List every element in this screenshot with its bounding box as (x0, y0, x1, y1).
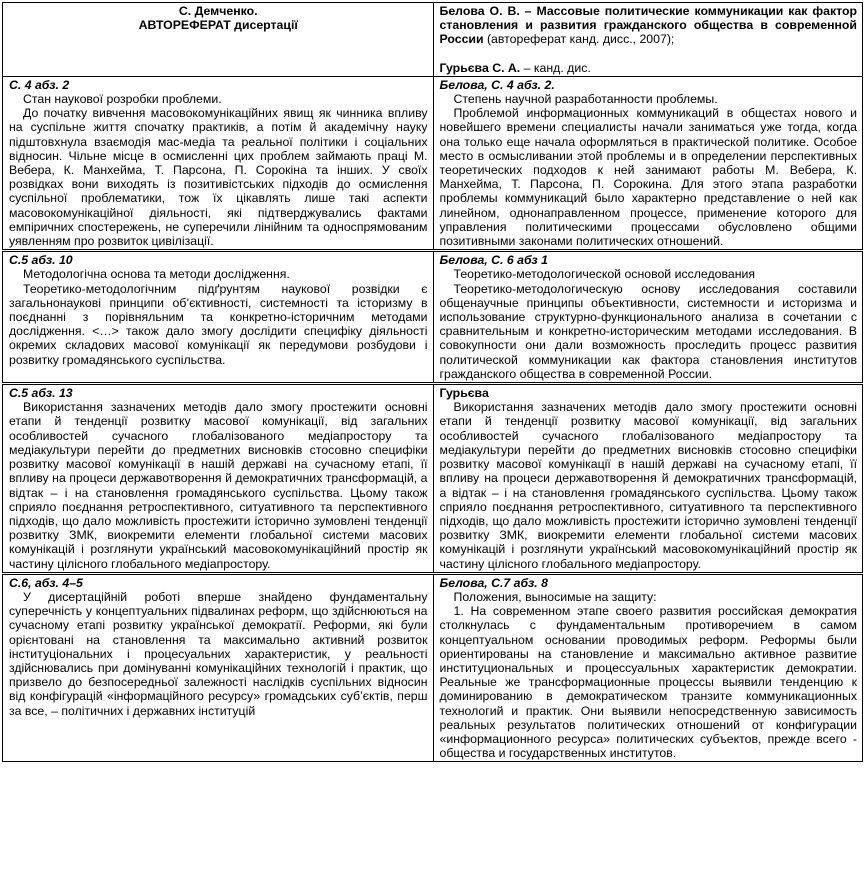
left-cell (3, 251, 434, 384)
right-paragraph: Використання зазначених методів дало змогу простежити основні етапи й тенденції розвитку масової комунікації, від загальних особливостей сучасного глобалізованого медіапростору та медіакультури перейти до предметних висновків стосовно специфіки розвитку масової комунікації в нашій державі на сучасному етапі, її впливу на процеси державотворення й демократичних трансформацій, а відтак – і на становлення громадянського суспільства. Цьому також сприяло поєднання ретроспективного, ситуативного та перспективного підходів, що дало можливість простежити історично зумовлені тенденції розвитку ЗМК, виокремити елементи глобальної системи масових комунікацій і розглянути український масовокомунікаційний простір як частину цілісного глобального медіапростору. (439, 400, 857, 571)
left-paragraph: Стан наукової розробки проблеми. (23, 92, 222, 107)
table-row (3, 251, 863, 384)
right-doc-note: (автореферат канд. дисс., 2007); (483, 32, 675, 47)
right-cell (433, 251, 863, 384)
right-cell (433, 384, 863, 574)
right-paragraph: Теоретико-методологической основой исследования (453, 267, 756, 282)
left-paragraph: До початку вивчення масовокомунікаційних явищ як чинника впливу на суспільне життя спочатку практиків, а потім й академічну науку підштовхнула взаємодія мас-медіа та реальної політики і соціальних відносин. Чільне місце в осмисленні цих проблем займають праці М. Вебера, К. Манхейма, Т. Парсона, П. Сорокіна та інших. У своїх розвідках вони виходять із позитивістських підходів до осмислення суспільної проблематики, тож їх цікавлять лише такі аспекти масовокомунікаційної діяльності, які підтверджувались фактами емпіричних спостережень, не суперечили лінійним та односпрямованим уявленням про розвиток цивілізації. (9, 106, 428, 249)
header-right-cell (433, 3, 863, 77)
right-cell (433, 76, 863, 250)
right-paragraph: Проблемой информационных коммуникаций в общестах нового и новейшего времени специалисты начали заниматься уже тогда, когда она только еще начала оформляться в практической политике. Особое место в осмысливании этой проблемы и в определении перспективных теоретических подходов к ней занимают работы М. Вебера, К. Манхейма, Т. Парсона, П. Сорокина. Для этого этапа разработки проблемы коммуникаций было характерно представление о ней как линейном, однонаправленном процессе, применение которого для управления политическими процессами обусловлено общими позитивными законами политических отношений. (439, 106, 857, 249)
left-cell (3, 573, 434, 762)
right-paragraph: Положения, выносимые на защиту: (453, 589, 657, 604)
left-paragraph: Використання зазначених методів дало змогу простежити основні етапи й тенденції розвитку масової комунікації, від загальних особливостей сучасного глобалізованого медіапростору та медіакультури перейти до предметних висновків стосовно специфіки розвитку масової комунікації в нашій державі на сучасному етапі, її впливу на процеси державотворення й демократичних трансформацій, а відтак – і на становлення громадянського суспільства. Цьому також сприяло поєднання ретроспективного, ситуативного та перспективного підходів, що дало можливість простежити історично зумовлені тенденції розвитку ЗМК, виокремити елементи глобальної системи масових комунікацій і розглянути український масовокомунікаційний простір як частину цілісного глобального медіапростору. (9, 400, 428, 571)
right-page-ref: Белова, С. 4 абз. 2. (439, 77, 555, 92)
right-paragraph: Степень научной разработанности проблемы. (453, 92, 718, 107)
right-page-ref: Белова, С. 6 абз 1 (439, 253, 548, 268)
left-doc-title: АВТОРЕФЕРАТ дисертації (138, 18, 298, 33)
left-cell (3, 384, 434, 574)
left-page-ref: С.5 абз. 13 (9, 386, 73, 401)
left-author: С. Демченко. (178, 4, 258, 18)
left-paragraph: Методологічна основа та методи дослідження. (23, 267, 290, 282)
right-page-ref: Гурьєва (439, 386, 489, 401)
table-row (3, 573, 863, 762)
comparison-table (2, 2, 863, 762)
right-cell (433, 573, 863, 762)
left-paragraph: У дисертаційній роботі вперше знайдено фундаментальну суперечність у концептуальних підвалинах реформ, що здійснюються на сучасному етапі розвитку української демократії. Реформи, які були орієнтовані на становлення та максимально активний розвиток інституціональних і процесуальних характеристик, у реальності здійснювались при домінуванні комунікаційних технологій і практик, що призвело до безпосередньої залежності наслідків суспільних відносин від конфігурацій «інформаційного ресурсу» громадських суб’єктів, перш за все, – політичних і державних інституцій (9, 589, 428, 718)
right-second-author: Гурьєва С. А. (439, 60, 521, 75)
left-page-ref: С. 4 абз. 2 (9, 77, 70, 92)
left-page-ref: С.6, абз. 4–5 (9, 575, 83, 590)
left-paragraph: Теоретико-методологічним підґрунтям наукової розвідки є загальнонаукові принципи об’єктивності, системності та історизму в поєднанні з порівняльним та конкретно-історичним методами дослідження. <…> також дало змогу дослідити специфіку діяльності окремих складових масової комунікації як передумови розбудови і розвитку громадянського суспільства. (9, 281, 428, 367)
left-cell (3, 76, 434, 250)
right-page-ref: Белова, С.7 абз. 8 (439, 575, 548, 590)
right-paragraph: 1. На современном этапе своего развития российская демократия столкнулась с фундаментальным противоречием в самом концептуальном основании проводимых реформ. Реформы были ориентированы на становление и максимально активное развитие институциональных и процессуальных характеристик демократии. Реальные же трансформационные процессы выявили тенденцию к доминированию в демократическом транзите коммуникационных технологий и практик. Они выявили непосредственную зависимость реальных результатов политических отношений от конфигурации «информационного ресурса» политических субъектов, прежде всего - общества и государственных институтов. (439, 604, 857, 761)
table-row (3, 76, 863, 250)
header-left-cell (3, 3, 434, 77)
right-paragraph: Теоретико-методологическую основу исследования составили общенаучные принципы объективности, системности и историзма и использование структурно-функционального анализа в сочетании с сравнительным и конкретно-историческим методами исследования. В совокупности они дали возможность проследить процесс развития политической коммуникации как фактора становления институтов гражданского общества в современной России. (439, 281, 857, 381)
right-doc-title: Белова О. В. – Массовые политические коммуникации как фактор становления и развития гражданского общества в современной России (439, 4, 857, 47)
header-row (3, 3, 863, 77)
table-row (3, 384, 863, 574)
right-second-author-note: – канд. дис. (520, 60, 591, 75)
left-page-ref: С.5 абз. 10 (9, 253, 73, 268)
